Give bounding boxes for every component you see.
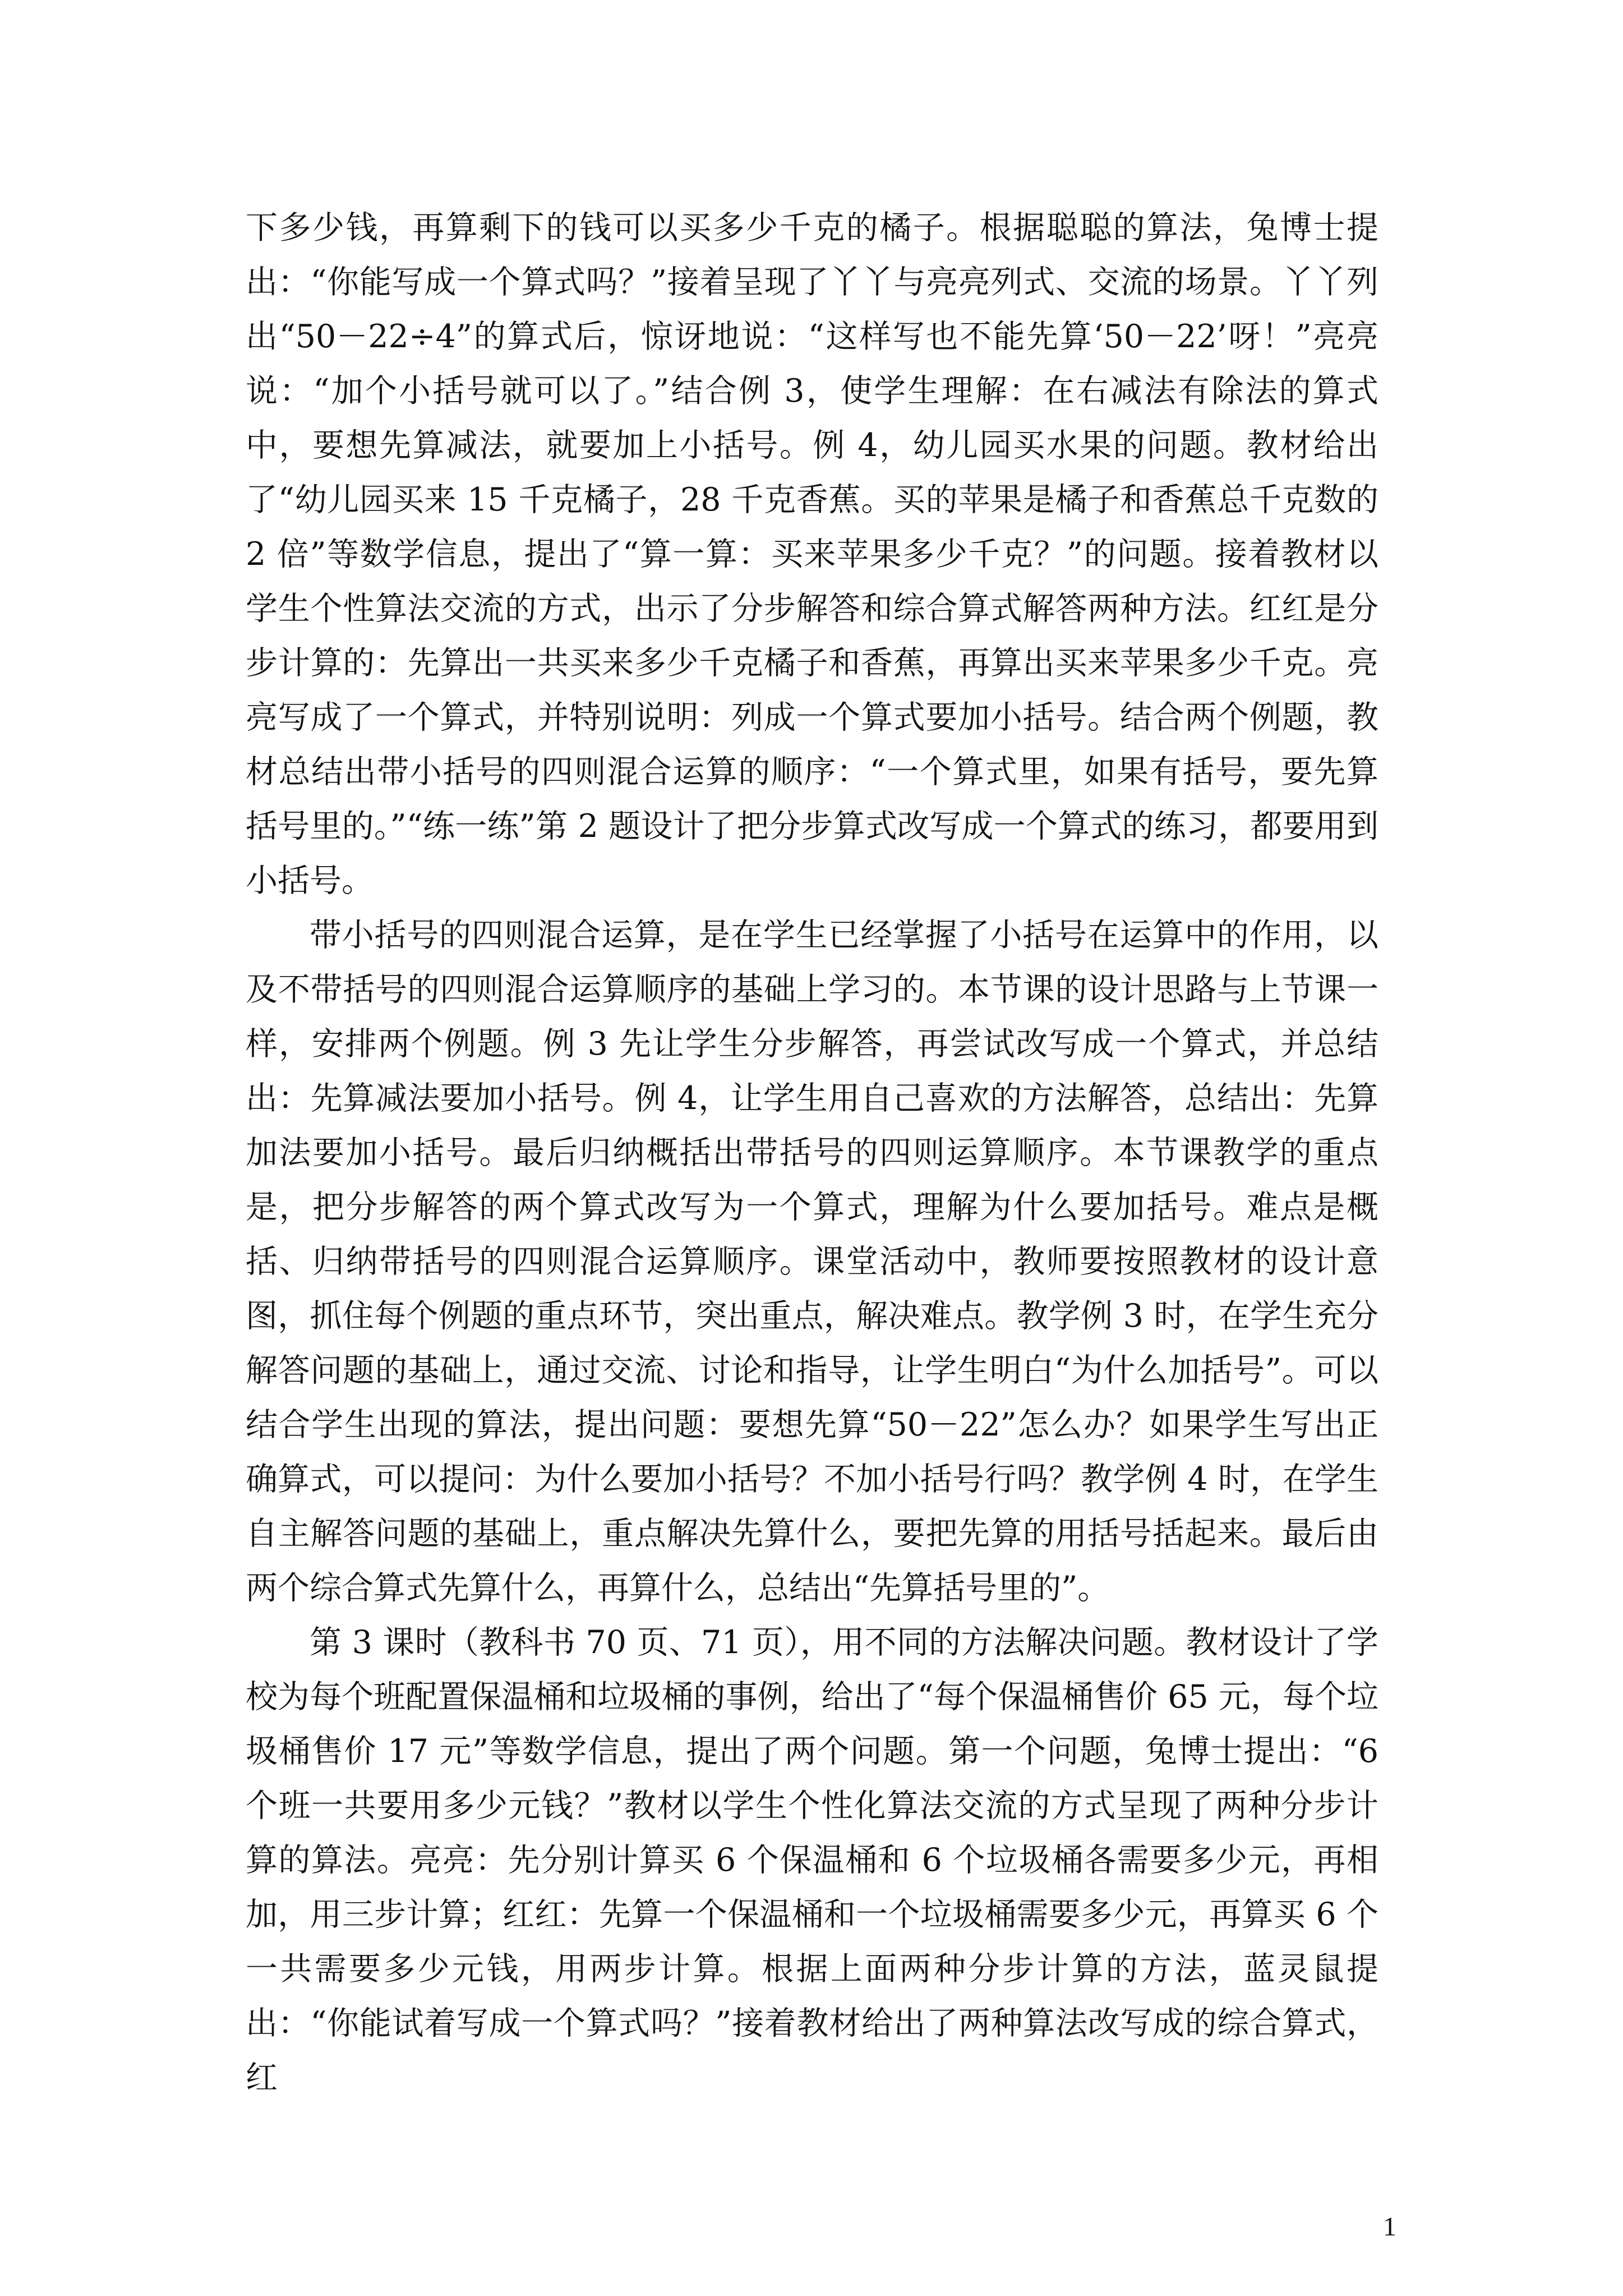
body-text [246, 201, 1378, 2105]
paragraph-3: 第 3 课时（教科书 70 页、71 页），用不同的方法解决问题。教材设计了学校为每个班配置保温桶和垃圾桶的事例，给出了“每个保温桶售价 65 元，每个垃圾桶售价 17 元”等数学信息，提出了两个问题。第一个问题，兔博士提出：“6 个班一共要用多少元钱？”教材以学生个性化算法交流的方式呈现了两种分步计算的算法。亮亮：先分别计算买 6 个保温桶和 6 个垃圾桶各需要多少元，再相加，用三步计算；红红：先算一个保温桶和一个垃圾桶需要多少元，再算买 6 个一共需要多少元钱，用两步计算。根据上面两种分步计算的方法，蓝灵鼠提出：“你能试着写成一个算式吗？”接着教材给出了两种算法改写成的综合算式，红 [246, 1624, 1378, 2096]
paragraph-1: 下多少钱，再算剩下的钱可以买多少千克的橘子。根据聪聪的算法，兔博士提出：“你能写成一个算式吗？”接着呈现了丫丫与亮亮列式、交流的场景。丫丫列出“50－22÷4”的算式后，惊讶地说：“这样写也不能先算‘50－22’呀！”亮亮说：“加个小括号就可以了。”结合例 3，使学生理解：在右减法有除法的算式中，要想先算减法，就要加上小括号。例 4，幼儿园买水果的问题。教材给出了“幼儿园买来 15 千克橘子，28 千克香蕉。买的苹果是橘子和香蕉总千克数的 2 倍”等数学信息，提出了“算一算：买来苹果多少千克？”的问题。接着教材以学生个性算法交流的方式，出示了分步解答和综合算式解答两种方法。红红是分步计算的：先算出一共买来多少千克橘子和香蕉，再算出买来苹果多少千克。亮亮写成了一个算式，并特别说明：列成一个算式要加小括号。结合两个例题，教材总结出带小括号的四则混合运算的顺序：“一个算式里，如果有括号，要先算括号里的。”“练一练”第 2 题设计了把分步算式改写成一个算式的练习，都要用到小括号。 [246, 209, 1378, 899]
paragraph-2: 带小括号的四则混合运算，是在学生已经掌握了小括号在运算中的作用，以及不带括号的四则混合运算顺序的基础上学习的。本节课的设计思路与上节课一样，安排两个例题。例 3 先让学生分步解答，再尝试改写成一个算式，并总结出：先算减法要加小括号。例 4，让学生用自己喜欢的方法解答，总结出：先算加法要加小括号。最后归纳概括出带括号的四则运算顺序。本节课教学的重点是，把分步解答的两个算式改写为一个算式，理解为什么要加括号。难点是概括、归纳带括号的四则混合运算顺序。课堂活动中，教师要按照教材的设计意图，抓住每个例题的重点环节，突出重点，解决难点。教学例 3 时，在学生充分解答问题的基础上，通过交流、讨论和指导，让学生明白“为什么加括号”。可以结合学生出现的算法，提出问题：要想先算“50－22”怎么办？如果学生写出正确算式，可以提问：为什么要加小括号？不加小括号行吗？教学例 4 时，在学生自主解答问题的基础上，重点解决先算什么，要把先算的用括号括起来。最后由两个综合算式先算什么，再算什么，总结出“先算括号里的”。 [246, 917, 1378, 1607]
page-number: 1 [1383, 2212, 1396, 2242]
